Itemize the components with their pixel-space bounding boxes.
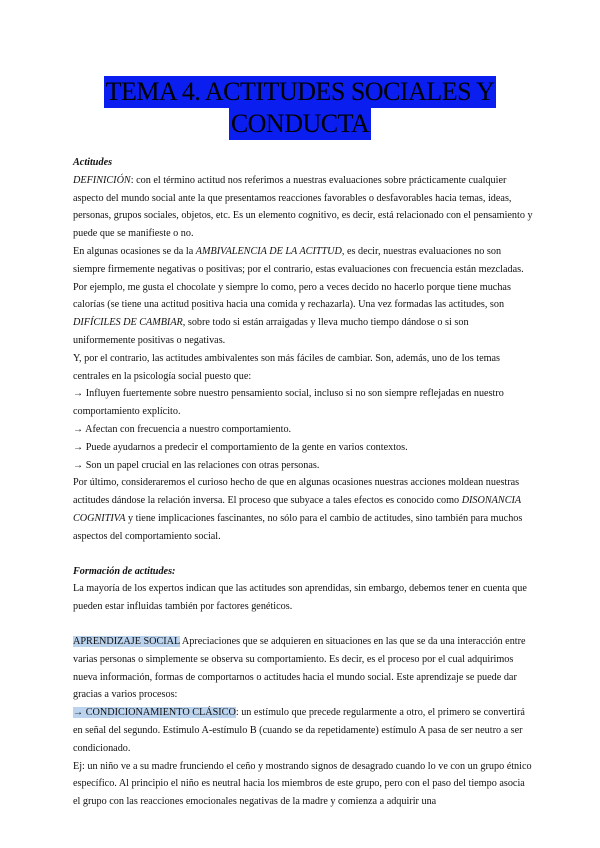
document-title (0, 76, 600, 140)
difficult-post: , sobre todo si están arraigadas y lleva mucho tiempo dándose o si son uniformemente positivas o negativas. (73, 317, 469, 346)
bullet-item: → Influyen fuertemente sobre nuestro pensamiento social, incluso si no son siempre reflejadas en nuestro comportamiento explícito. (73, 388, 504, 418)
formacion-paragraph: La mayoría de los expertos indican que las actitudes son aprendidas, sin embargo, debemos tener en cuenta que pueden estar influidas también por factores genéticos. (73, 583, 527, 613)
dissonance-pre: Por último, consideraremos el curioso hecho de que en algunas ocasiones nuestras acciones moldean nuestras actitudes dándose la relación inversa. El proceso que subyace a tales efectos es conocido como (73, 477, 520, 507)
example-paragraph: Ej: un niño ve a su madre frunciendo el ceño y mostrando signos de desagrado cuando lo ve con un grupo étnico específico. Al principio el niño es neutral hacia los miembros de este grupo, pero con el paso del tiempo asocia el grupo con las reacciones emocionales negativas de la madre y comienza a adquirir una (73, 760, 532, 808)
bullet-item: → Puede ayudarnos a predecir el comportamiento de la gente en varios contextos. (73, 441, 408, 453)
ambivalence-pre: En algunas ocasiones se da la (73, 245, 196, 257)
title-line-2: CONDUCTA (230, 109, 370, 138)
spacer (73, 546, 533, 563)
aprendizaje-paragraph (73, 633, 533, 704)
section-heading-actitudes: Actitudes (73, 157, 113, 168)
title-line-1: TEMA 4. ACTITUDES SOCIALES Y (105, 77, 495, 106)
bullet-item: → Son un papel crucial en las relaciones con otras personas. (73, 459, 320, 471)
condicionamiento-paragraph (73, 704, 533, 757)
section-heading-formacion: Formación de actitudes: (73, 565, 176, 577)
aprendizaje-social-highlight: APRENDIZAJE SOCIAL (73, 635, 180, 647)
condicionamiento-text: : un estímulo que precede regularmente a otro, el primero se convertirá en señal del segundo. Estimulo A-estímulo B (cuando se da repetidamente) estímulo A pasa de ser neutro a ser condicionado. (73, 707, 525, 754)
ambivalence-paragraph (73, 243, 533, 350)
spacer (73, 616, 533, 633)
ambivalence-term: AMBIVALENCIA DE LA ACITTUD (195, 245, 342, 257)
ambivalence-post: , es decir, nuestras evaluaciones no son siempre firmemente negativas o positivas; por el contrario, estas evaluaciones con frecuencia están mezcladas. Por ejemplo, me gusta el chocolate y siempre lo como, pero a veces decido no hacerlo porque tiene muchas calorías (se tiene una actitud positiva hacia una comida y rechazarla). Una vez formadas las actitudes, son (73, 245, 524, 311)
ambivalent-paragraph: Y, por el contrario, las actitudes ambivalentes son más fáciles de cambiar. Son, además, uno de los temas centrales en la psicología social puesto que: (73, 352, 501, 382)
difficult-term: DIFÍCILES DE CAMBIAR (73, 317, 183, 329)
condicionamiento-highlight: → CONDICIONAMIENTO CLÁSICO (73, 707, 236, 719)
dissonance-post: y tiene implicaciones fascinantes, no sólo para el cambio de actitudes, sino también para muchos aspectos del comportamiento social. (73, 512, 523, 542)
bullet-item: → Afectan con frecuencia a nuestro comportamiento. (73, 423, 292, 435)
definition-paragraph (73, 172, 533, 243)
dissonance-term: DISONANCIA COGNITIVA (73, 495, 521, 524)
dissonance-paragraph (73, 474, 533, 545)
aprendizaje-text: Apreciaciones que se adquieren en situaciones en las que se da una interacción entre varias personas o simplemente se observa su comportamiento. Es decir, es el proceso por el cual adquirimos nueva información, formas de comportarnos o actitudes hacia el mundo social. Este aprendizaje se puede dar gracias a varios procesos: (73, 635, 526, 701)
definition-text: : con el término actitud nos referimos a nuestras evaluaciones sobre prácticamente cualquier aspecto del mundo social ante la que presentamos reacciones favorables o desfavorables hacia temas, ideas, personas, grupos sociales, objetos, etc. Es un elemento cognitivo, es decir, está relacionado con el pensamiento y puede que se manifieste o no. (73, 174, 533, 240)
definition-term: DEFINICIÓN (73, 174, 131, 186)
document-body (73, 154, 533, 811)
